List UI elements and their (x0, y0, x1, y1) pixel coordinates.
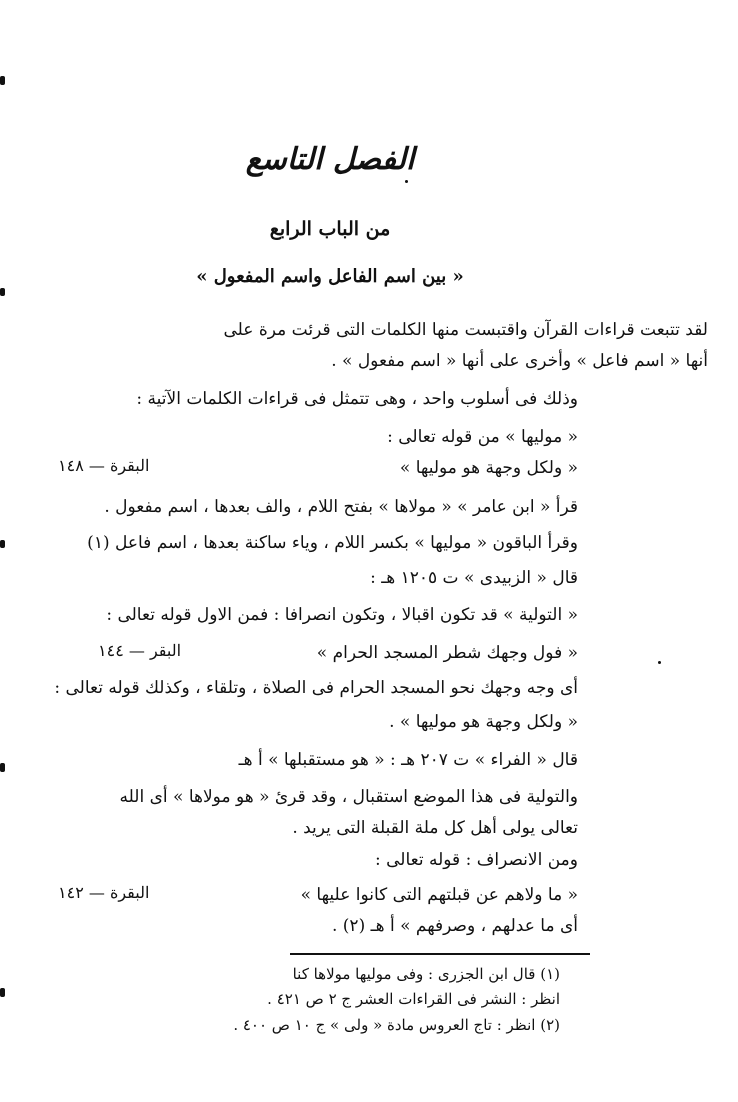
quran-reference: البقرة — ١٤٨ (58, 456, 150, 475)
scan-mark (0, 76, 5, 85)
body-line: « موليها » من قوله تعالى : (387, 427, 578, 447)
body-line: تعالى يولى أهل كل ملة القبلة التى يريد . (292, 818, 578, 838)
chapter-title: الفصل التاسع (245, 142, 415, 177)
scan-mark (0, 988, 5, 997)
footnote: (٢) انظر : تاج العروس مادة « ولى » ج ١٠ ص ٤٠٠ . (233, 1016, 560, 1034)
scan-mark (658, 661, 661, 664)
body-line: « ما ولاهم عن قبلتهم التى كانوا عليها » (300, 885, 578, 905)
body-line: قال « الزبيدى » ت ١٢٠٥ هـ : (370, 568, 578, 588)
body-line: قال « الفراء » ت ٢٠٧ هـ : « هو مستقبلها » أ هـ (238, 750, 578, 770)
scan-mark (0, 288, 5, 296)
body-line: « فول وجهك شطر المسجد الحرام » (316, 643, 578, 663)
body-line: أنها « اسم فاعل » وأخرى على أنها « اسم مفعول » . (331, 351, 708, 371)
body-line: « التولية » قد تكون اقبالا ، وتكون انصرافا : فمن الاول قوله تعالى : (106, 605, 578, 625)
quran-reference: البقرة — ١٤٢ (58, 883, 150, 902)
body-line: لقد تتبعت قراءات القرآن واقتبست منها الكلمات التى قرئت مرة على (223, 320, 708, 340)
page-subtitle: « بين اسم الفاعل واسم المفعول » (196, 266, 464, 287)
body-line: « ولكل وجهة هو موليها » (399, 458, 578, 478)
body-line: أى وجه وجهك نحو المسجد الحرام فى الصلاة ، وتلقاء ، وكذلك قوله تعالى : (54, 678, 578, 698)
body-line: ومن الانصراف : قوله تعالى : (374, 850, 578, 870)
body-line: قرأ « ابن عامر » « مولاها » بفتح اللام ، والف بعدها ، اسم مفعول . (104, 497, 578, 517)
footnote: (١) قال ابن الجزرى : وفى موليها مولاها كنا (292, 965, 560, 983)
scan-mark (0, 540, 5, 548)
section-title: من الباب الرابع (269, 218, 391, 240)
footnote-divider (290, 953, 590, 955)
body-line: « ولكل وجهة هو موليها » . (389, 712, 578, 732)
scan-mark (0, 763, 5, 772)
body-line: وذلك فى أسلوب واحد ، وهى تتمثل فى قراءات الكلمات الآتية : (136, 389, 578, 409)
body-line: وقرأ الباقون « موليها » بكسر اللام ، وياء ساكنة بعدها ، اسم فاعل (١) (87, 533, 578, 553)
footnote: انظر : النشر فى القراءات العشر ج ٢ ص ٤٢١ . (267, 990, 560, 1008)
body-line: والتولية فى هذا الموضع استقبال ، وقد قرئ « هو مولاها » أى الله (119, 787, 578, 807)
quran-reference: البقر — ١٤٤ (98, 641, 182, 660)
body-line: أى ما عدلهم ، وصرفهم » أ هـ (٢) . (331, 916, 578, 936)
